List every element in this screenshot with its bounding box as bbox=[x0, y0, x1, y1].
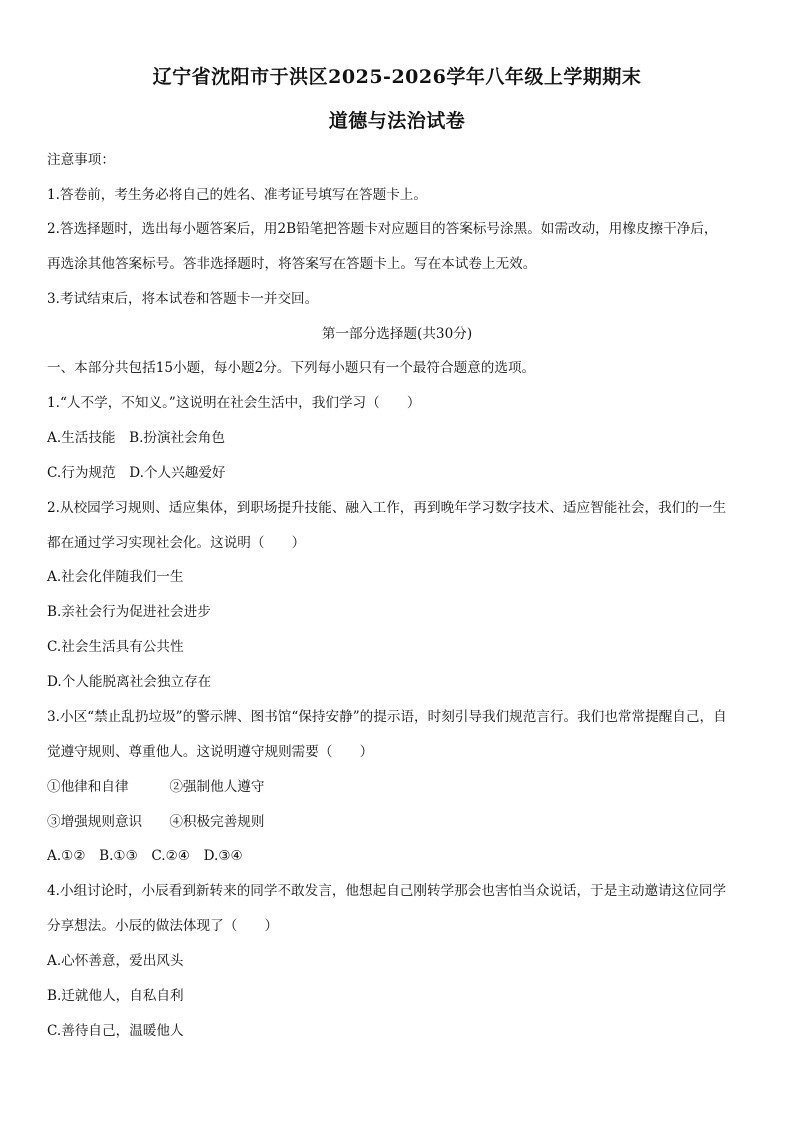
part-heading: 第一部分选择题(共30分) bbox=[321, 326, 473, 342]
question-3-items-12: ①他律和自律 ②强制他人遵守 bbox=[47, 779, 265, 795]
notice-item-2-line1: 2.答选择题时，选出每小题答案后，用2B铅笔把答题卡对应题目的答案标号涂黑。如需改动，用橡皮擦干净后， bbox=[47, 221, 718, 237]
notice-item-3: 3.考试结束后，将本试卷和答题卡一并交回。 bbox=[47, 291, 319, 307]
notice-heading: 注意事项： bbox=[47, 152, 115, 168]
question-3-line2: 觉遵守规则、尊重他人。这说明遵守规则需要（ ） bbox=[47, 744, 374, 760]
question-4-option-c: C.善待自己，温暖他人 bbox=[47, 1023, 184, 1039]
question-1: 1.“人不学，不知义。”这说明在社会生活中，我们学习（ ） bbox=[47, 395, 421, 411]
question-1-options-ab: A.生活技能 B.扮演社会角色 bbox=[47, 430, 225, 446]
section-intro: 一、本部分共包括15小题，每小题2分。下列每小题只有一个最符合题意的选项。 bbox=[47, 360, 536, 376]
question-4-line2: 分享想法。小辰的做法体现了（ ） bbox=[47, 918, 279, 934]
question-3-line1: 3.小区“禁止乱扔垃圾”的警示牌、图书馆“保持安静”的提示语，时刻引导我们规范言行。我们也常常提醒自己，自 bbox=[47, 709, 727, 725]
question-2-line2: 都在通过学习实现社会化。这说明（ ） bbox=[47, 535, 306, 551]
question-3-options: A.①② B.①③ C.②④ D.③④ bbox=[47, 848, 243, 864]
question-4-option-b: B.迁就他人，自私自利 bbox=[47, 988, 184, 1004]
question-2-option-c: C.社会生活具有公共性 bbox=[47, 639, 184, 655]
notice-item-1: 1.答卷前，考生务必将自己的姓名、准考证号填写在答题卡上。 bbox=[47, 187, 427, 203]
question-4-option-a: A.心怀善意，爱出风头 bbox=[47, 953, 184, 969]
question-1-options-cd: C.行为规范 D.个人兴趣爱好 bbox=[47, 465, 226, 481]
question-3-items-34: ③增强规则意识 ④积极完善规则 bbox=[47, 814, 265, 830]
question-2-option-b: B.亲社会行为促进社会进步 bbox=[47, 604, 211, 620]
question-4-line1: 4.小组讨论时，小辰看到新转来的同学不敢发言，他想起自己刚转学那会也害怕当众说话，于是主动邀请这位同学 bbox=[47, 883, 727, 899]
notice-item-2-line2: 再选涂其他答案标号。答非选择题时，将答案写在答题卡上。写在本试卷上无效。 bbox=[47, 256, 537, 272]
question-2-option-a: A.社会化伴随我们一生 bbox=[47, 569, 184, 585]
exam-subtitle: 道德与法治试卷 bbox=[328, 110, 466, 132]
question-2-line1: 2.从校园学习规则、适应集体，到职场提升技能、融入工作，再到晚年学习数字技术、适应智能社会，我们的一生 bbox=[47, 500, 727, 516]
exam-title: 辽宁省沈阳市于洪区2025-2026学年八年级上学期期末 bbox=[152, 66, 642, 88]
question-2-option-d: D.个人能脱离社会独立存在 bbox=[47, 674, 212, 690]
